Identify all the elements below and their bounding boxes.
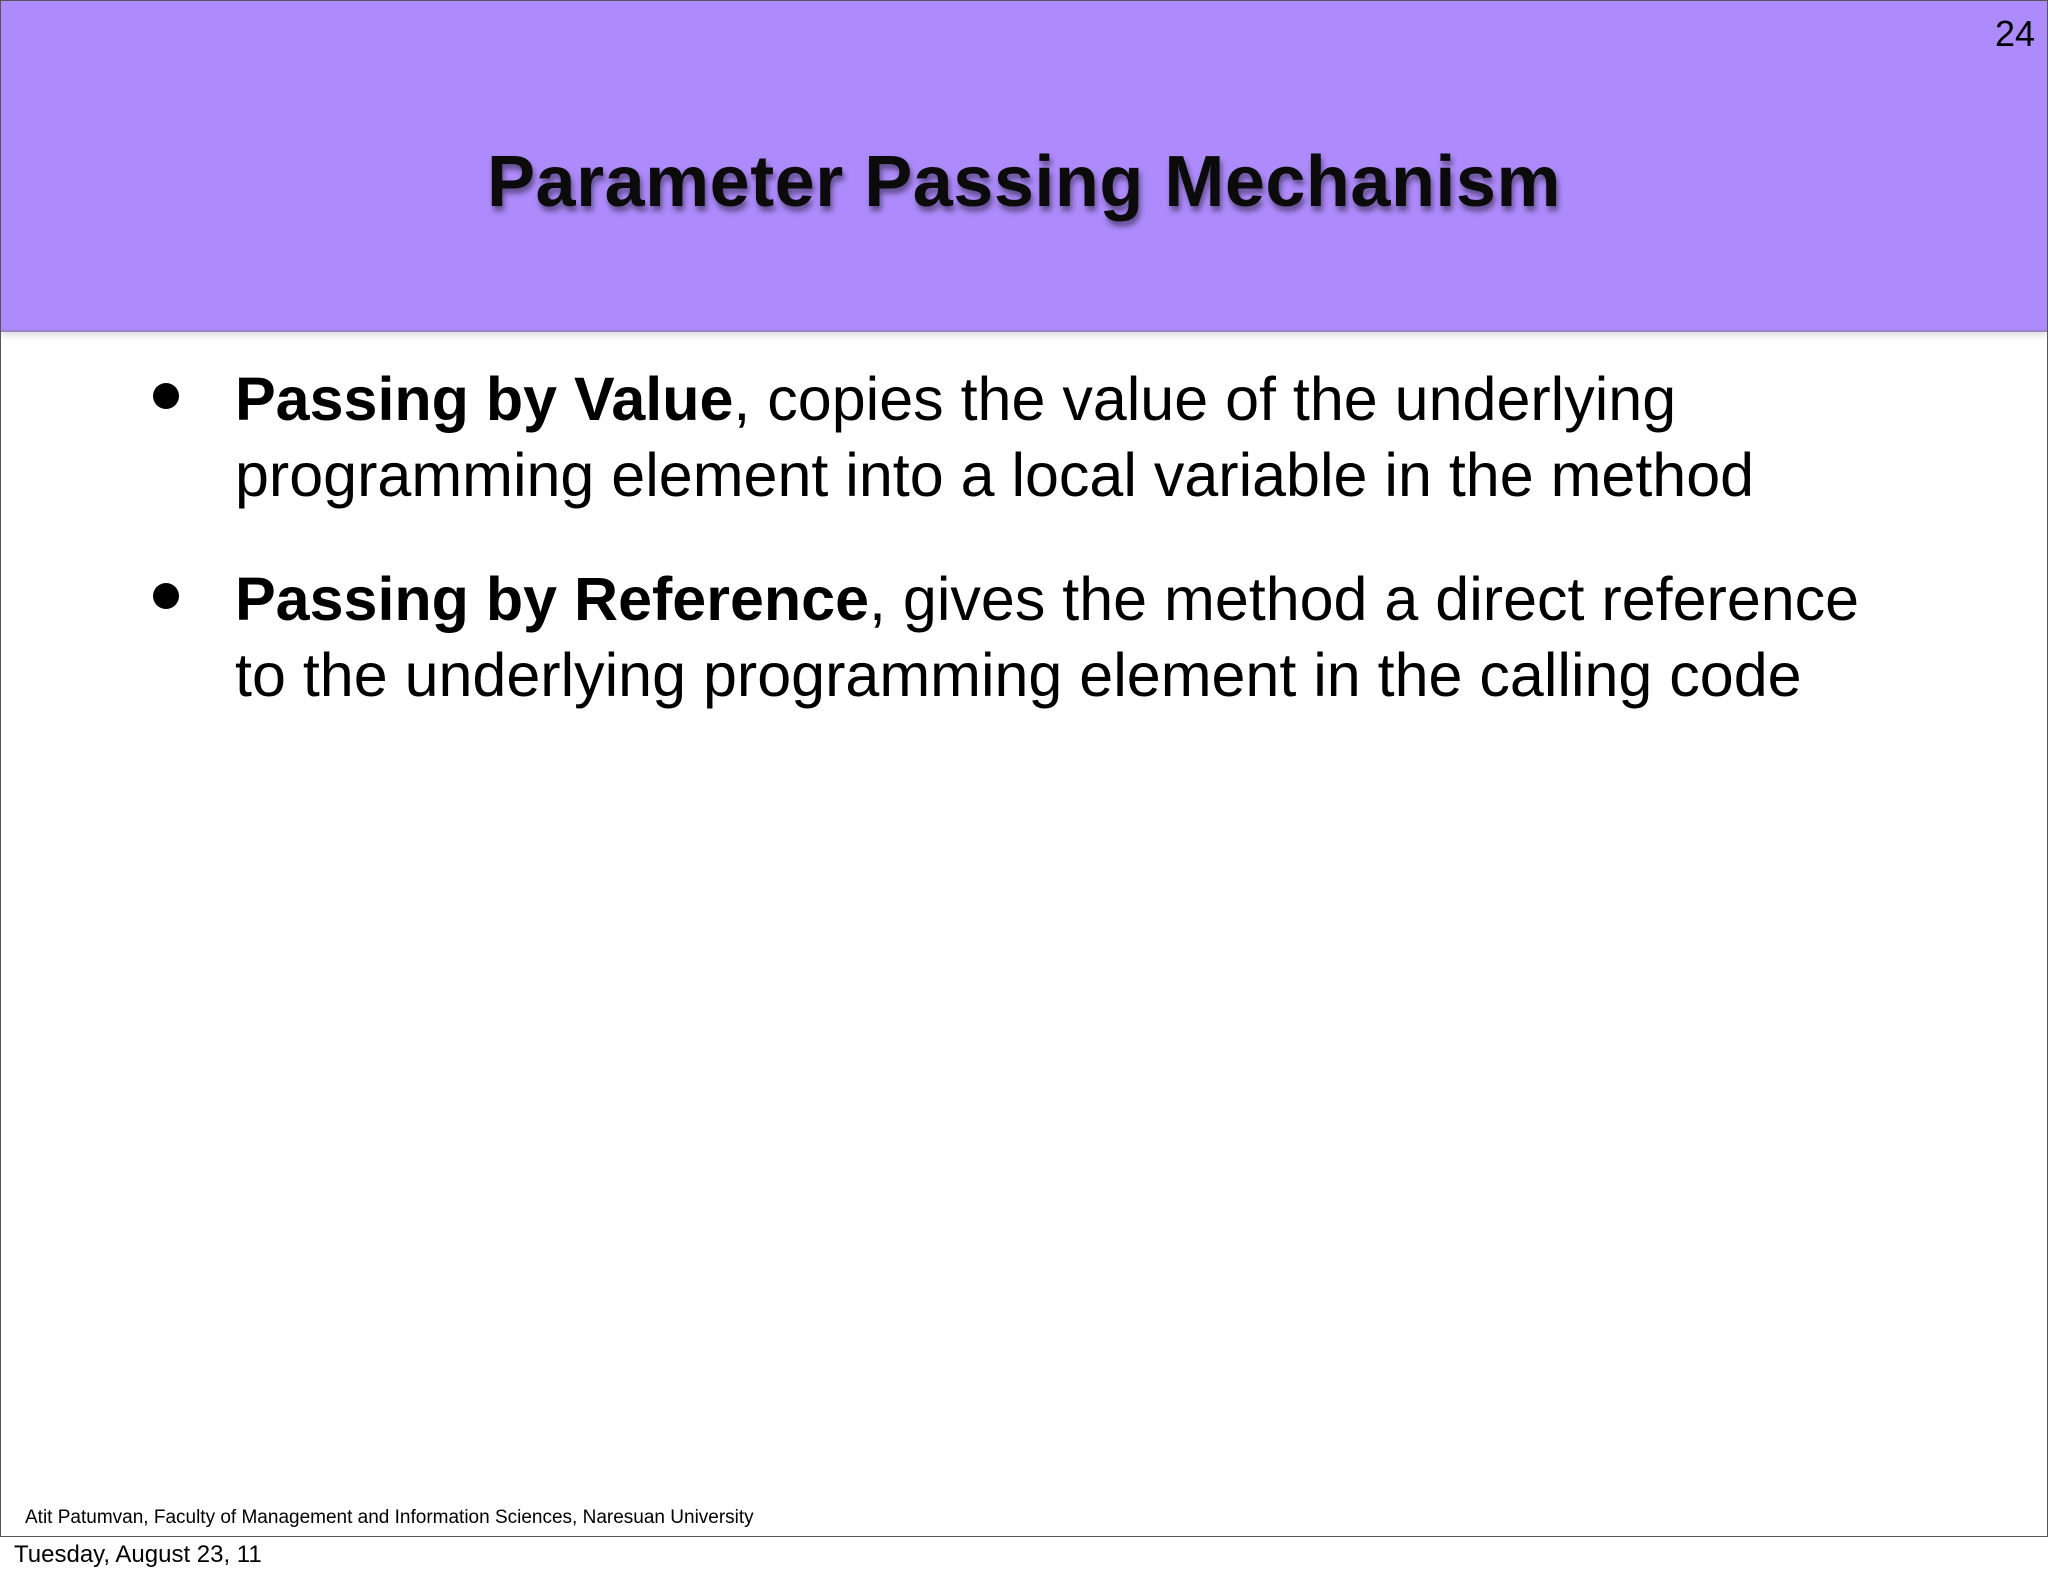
bullet-term: Passing by Value (235, 365, 734, 433)
title-band (1, 1, 2047, 332)
bullet-term: Passing by Reference (235, 565, 870, 633)
bullet-icon (153, 383, 179, 409)
footer-credit: Atit Patumvan, Faculty of Management and Information Sciences, Naresuan University (25, 1507, 754, 1528)
bullet-text: , gives the method a direct reference to the underlying programming element in the calling code (235, 565, 1860, 709)
bullet-text: , copies the value of the underlying programming element into a local variable in the method (235, 365, 1755, 509)
bullet-item (141, 561, 1901, 713)
slide-title: Parameter Passing Mechanism (487, 142, 1561, 222)
slide-number: 24 (1994, 13, 2035, 54)
bullet-item (141, 361, 1901, 513)
bullet-list (141, 361, 1901, 761)
bullet-icon (153, 583, 179, 609)
date-label: Tuesday, August 23, 11 (14, 1541, 262, 1568)
